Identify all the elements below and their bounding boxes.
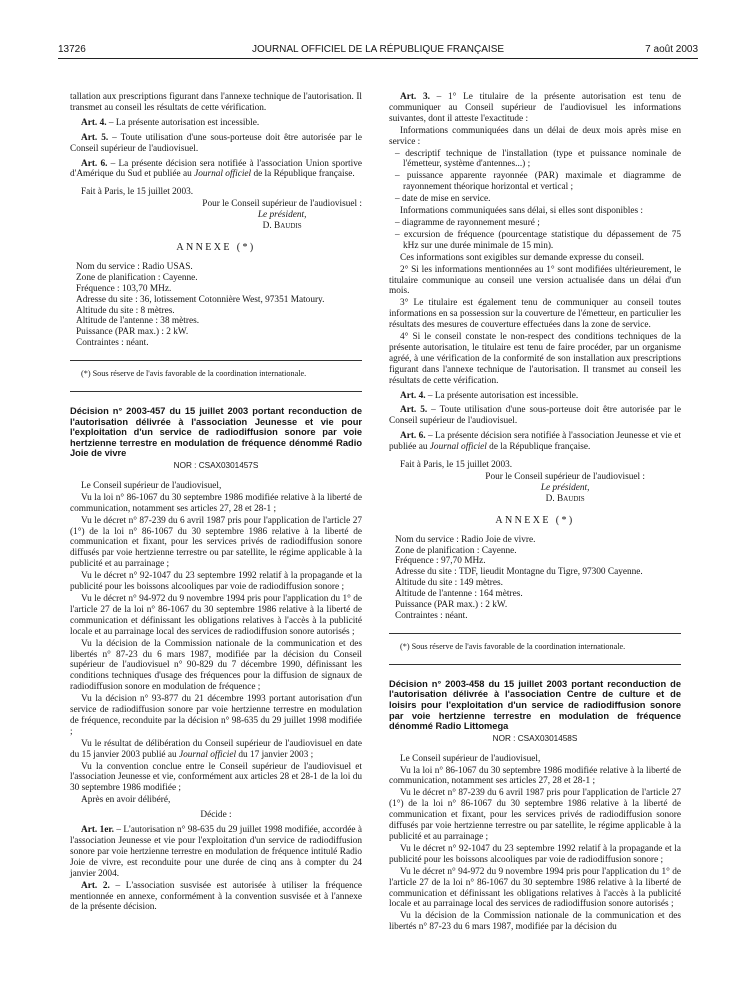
signature-title: Le président, — [540, 482, 590, 493]
paragraph: Vu le décret n° 94-972 du 9 novembre 1994 pris pour l'application du 1° de l'article 27 de la loi n° 86-1067 du 30 septembre 1986 relative à la liberté de communication et définissant les obligations relatives à l'accès à la publicité locale et au parrainage local des services de radiodiffusion sonore autorisés ; — [389, 866, 681, 910]
paragraph: Vu la décision n° 93-877 du 21 décembre 1993 portant autorisation d'un service de radiodiffusion sonore par voie hertzienne terrestre en modulation de fréquence, reconduite par la décision n° 98-635 du 29 juillet 1998 modifiée ; — [70, 694, 362, 737]
list-item: – excursion de fréquence (pourcentage statistique du dépassement de 75 kHz sur une durée minimale de 15 min). — [395, 229, 681, 251]
paragraph: Après en avoir délibéré, — [81, 795, 171, 806]
article-2 — [70, 881, 362, 914]
article-text: – 1° Le titulaire de la présente autorisation est tenu de communiquer au Conseil supérieur de l'audiovisuel les informations suivantes, dont il atteste l'exactitude : — [389, 92, 681, 124]
article-5 — [70, 133, 362, 155]
journal-ref: Journal officiel — [194, 169, 252, 180]
paragraph: 4° Si le conseil constate le non-respect des conditions techniques de la présente autorisation, le titulaire est tenu de faire procéder, par un organisme agréé, à une vérification de la conformité de son installation aux prescriptions figurant dans l'annexe technique de l'autorisation. Il transmet au conseil les résultats de cette vérification. — [389, 332, 681, 386]
paragraph: Vu la loi n° 86-1067 du 30 septembre 1986 modifiée relative à la liberté de communication, notamment ses articles 27, 28 et 28-1 ; — [389, 765, 681, 787]
paragraph-text: du 17 janvier 2003 ; — [236, 749, 314, 760]
list-item: – date de mise en service. — [395, 194, 491, 205]
list-item: – puissance apparente rayonnée (PAR) maximale et diagramme de rayonnement théorique horizontal et vertical ; — [395, 171, 681, 193]
article-text: de la République française. — [486, 442, 591, 453]
decision-title: Décision n° 2003-458 du 15 juillet 2003 portant reconduction de l'autorisation délivrée à l'association Centre de culture et de loisirs pour l'exploitation d'un service de radiodiffusion sonore par voie hertzienne terrestre en modulation de fréquence dénommé Radio Littomega — [389, 678, 681, 732]
page-number: 13726 — [58, 44, 86, 55]
signature-block — [389, 472, 681, 505]
signature-line: Pour le Conseil supérieur de l'audiovisuel : — [202, 199, 362, 210]
decide-heading: Décide : — [200, 810, 232, 821]
paragraph: Vu la loi n° 86-1067 du 30 septembre 1986 modifiée relative à la liberté de communication, notamment ses articles 27, 28 et 28-1 ; — [70, 492, 362, 514]
paragraph: tallation aux prescriptions figurant dans l'annexe technique de l'autorisation. Il transmet au conseil les résultats de cette vérification. — [70, 92, 362, 113]
article-3 — [389, 92, 681, 125]
article-label: Art. 3. — [400, 92, 430, 102]
paragraph-text: Vu le résultat de délibération du Conseil supérieur de l'audiovisuel en date du 15 janvier 2003 publié au — [70, 738, 362, 760]
signed-place-date: Fait à Paris, le 15 juillet 2003. — [400, 460, 513, 471]
annex-item: Contraintes : néant. — [395, 610, 468, 621]
signature-line: Pour le Conseil supérieur de l'audiovisuel : — [485, 472, 645, 482]
article-text: – La présente décision sera notifiée à l'association Jeunesse et vie et publiée au — [389, 431, 681, 453]
page-header — [58, 44, 698, 58]
paragraph: Vu le décret n° 87-239 du 6 avril 1987 pris pour l'application de l'article 27 (1°) de la loi n° 86-1067 du 30 septembre 1986 relative à la liberté de communication et fixant, pour les services privés de radiodiffusion sonore diffusés par voie hertzienne terrestre ou par satellite, le régime applicable à la publicité et au parrainage ; — [389, 788, 681, 842]
paragraph: Vu la convention conclue entre le Conseil supérieur de l'audiovisuel et l'association Jeunesse et vie, conformément aux articles 28 et 28-1 de la loi du 30 septembre 1986 modifiée ; — [70, 761, 362, 794]
paragraph: Vu le décret n° 87-239 du 6 avril 1987 pris pour l'application de l'article 27 (1°) de la loi n° 86-1067 du 30 septembre 1986 relative à la liberté de communication et fixant, pour les services privés de radiodiffusion sonore diffusés par voie hertzienne terrestre ou par satellite, le régime applicable à la publicité et au parrainage ; — [70, 515, 362, 570]
annex-item: Contraintes : néant. — [76, 338, 149, 349]
paragraph: Ces informations sont exigibles sur demande expresse du conseil. — [400, 252, 644, 263]
article-label: Art. 4. — [81, 117, 107, 128]
separator — [389, 664, 681, 665]
signed-place-date: Fait à Paris, le 15 juillet 2003. — [81, 187, 194, 198]
article-5 — [389, 405, 681, 427]
journal-ref: Journal officiel — [429, 442, 487, 453]
article-text: – La présente autorisation est incessible. — [106, 117, 260, 128]
annex-item: Altitude de l'antenne : 38 mètres. — [76, 316, 200, 327]
paragraph: Le Conseil supérieur de l'audiovisuel, — [400, 753, 541, 764]
right-column — [389, 92, 681, 934]
article-label: Art. 2. — [81, 880, 110, 891]
signature-block — [70, 199, 362, 232]
issue-date: 7 août 2003 — [645, 44, 698, 55]
paragraph: Informations communiquées dans un délai de deux mois après mise en service : — [389, 125, 681, 147]
paragraph: Vu la décision de la Commission nationale de la communication et des libertés n° 87-23 du 6 mars 1987, modifiée par la décision du Conseil supérieur de l'audiovisuel n° 90-829 du 7 décembre 1990, définissant les conditions techniques d'usage des fréquences pour la diffusion de signaux de radiodiffusion sonore en modulation de fréquence ; — [70, 638, 362, 693]
list-item: – descriptif technique de l'installation (type et puissance nominale de l'émetteur, système d'antennes...) ; — [395, 148, 681, 170]
article-text: de la République française. — [251, 169, 355, 180]
annex-item: Nom du service : Radio USAS. — [76, 261, 193, 272]
annex-list — [70, 262, 362, 349]
article-label: Art. 5. — [400, 405, 428, 416]
article-label: Art. 4. — [400, 390, 426, 401]
paragraph: Informations communiquées sans délai, si elles sont disponibles : — [400, 206, 643, 217]
list-item: – diagramme de rayonnement mesuré ; — [395, 217, 540, 228]
journal-ref: Journal officiel — [178, 749, 237, 760]
annex-item: Zone de planification : Cayenne. — [395, 545, 517, 556]
paragraph: Vu la décision de la Commission nationale de la communication et des libertés n° 87-23 du 6 mars 1987, modifiée par la décision du — [389, 911, 681, 933]
signature-title: Le président, — [257, 210, 307, 221]
article-label: Art. 1er. — [81, 825, 114, 836]
article-text: – Toute utilisation d'une sous-porteuse doit être autorisée par le Conseil supérieur de l'audiovisuel. — [70, 132, 362, 154]
article-4 — [70, 118, 362, 129]
annex-heading: ANNEXE (*) — [495, 514, 575, 526]
footnote: (*) Sous réserve de l'avis favorable de la coordination internationale. — [81, 369, 307, 379]
paragraph: 2° Si les informations mentionnées au 1° sont modifiées ultérieurement, le titulaire communique au conseil une version actualisée dans un délai d'un mois. — [389, 264, 681, 297]
article-6 — [389, 431, 681, 453]
paragraph: 3° Le titulaire est également tenu de communiquer au conseil toutes informations en sa possession sur la couverture de l'émetteur, en particulier les résultats des mesures de couverture effectuées dans la zone de service. — [389, 298, 681, 331]
article-text: – Toute utilisation d'une sous-porteuse doit être autorisée par le Conseil supérieur de l'audiovisuel. — [389, 405, 681, 427]
annex-item: Altitude du site : 149 mètres. — [395, 578, 503, 589]
separator — [70, 391, 362, 392]
article-label: Art. 6. — [81, 158, 108, 169]
annex-item: Fréquence : 97,70 MHz. — [395, 556, 486, 567]
article-text: – La présente autorisation est incessible. — [425, 390, 579, 401]
footnote: (*) Sous réserve de l'avis favorable de la coordination internationale. — [400, 641, 626, 651]
annex-item: Adresse du site : 36, lotissement Cotonnière West, 97351 Matoury. — [76, 294, 325, 305]
annex-list — [389, 535, 681, 622]
article-label: Art. 5. — [81, 132, 109, 143]
paragraph: Vu le décret n° 92-1047 du 23 septembre 1992 relatif à la propagande et la publicité pour les boissons alcooliques par voie de radiodiffusion sonore ; — [70, 571, 362, 593]
paragraph: Vu le décret n° 92-1047 du 23 septembre 1992 relatif à la propagande et la publicité pour les boissons alcooliques par voie de radiodiffusion sonore ; — [389, 843, 681, 865]
decision-title: Décision n° 2003-457 du 15 juillet 2003 portant reconduction de l'autorisation délivrée à l'association Jeunesse et vie pour l'exploitation d'un service de radiodiffusion sonore par voie hertzienne terrestre en modulation de fréquence dénommé Radio Joie de vivre — [70, 406, 362, 459]
annex-item: Altitude du site : 8 mètres. — [76, 305, 175, 316]
annex-item: Nom du service : Radio Joie de vivre. — [395, 534, 536, 545]
paragraph: Vu le décret n° 94-972 du 9 novembre 1994 pris pour l'application du 1° de l'article 27 de la loi n° 86-1067 du 30 septembre 1986 relative à la liberté de communication et définissant les obligations relatives à l'accès à la publicité locale et au parrainage local des services de radiodiffusion sonore autorisés ; — [70, 593, 362, 637]
separator — [70, 360, 362, 361]
signatory-name: D. Baudis — [262, 221, 302, 232]
article-4 — [389, 391, 681, 402]
article-label: Art. 6. — [400, 431, 426, 442]
annex-heading: ANNEXE (*) — [176, 241, 256, 253]
annex-item: Zone de planification : Cayenne. — [76, 272, 198, 283]
annex-item: Altitude de l'antenne : 164 mètres. — [395, 589, 523, 600]
nor-reference: NOR : CSAX0301457S — [173, 461, 259, 470]
article-1 — [70, 825, 362, 880]
annex-item: Puissance (PAR max.) : 2 kW. — [395, 600, 508, 611]
journal-title: JOURNAL OFFICIEL DE LA RÉPUBLIQUE FRANÇAISE — [251, 44, 505, 55]
article-6 — [70, 159, 362, 181]
annex-item: Puissance (PAR max.) : 2 kW. — [76, 327, 189, 338]
header-rule — [58, 58, 698, 59]
separator — [389, 633, 681, 634]
article-text: – L'autorisation n° 98-635 du 29 juillet 1998 modifiée, accordée à l'association Jeunesse et vie pour l'exploitation d'un service de radiodiffusion sonore par voie hertzienne terrestre en modulation de fréquence intitulé Radio Joie de vivre, est reconduite pour une durée de cinq ans à compter du 24 janvier 2004. — [70, 825, 362, 879]
article-text: – L'association susvisée est autorisée à utiliser la fréquence mentionnée en annexe, conformément à la convention susvisée et à l'annexe de la présente décision. — [70, 880, 363, 913]
annex-item: Fréquence : 103,70 MHz. — [76, 283, 172, 294]
paragraph: Le Conseil supérieur de l'audiovisuel, — [81, 480, 222, 491]
signatory-name: D. Baudis — [545, 493, 585, 504]
left-column — [70, 92, 362, 914]
annex-item: Adresse du site : TDF, lieudit Montagne du Tigre, 97300 Cayenne. — [395, 567, 643, 578]
nor-reference: NOR : CSAX0301458S — [492, 733, 578, 743]
paragraph — [70, 739, 362, 761]
article-text: – La présente décision sera notifiée à l'association Union sportive d'Amérique du Sud et publiée au — [70, 158, 363, 180]
